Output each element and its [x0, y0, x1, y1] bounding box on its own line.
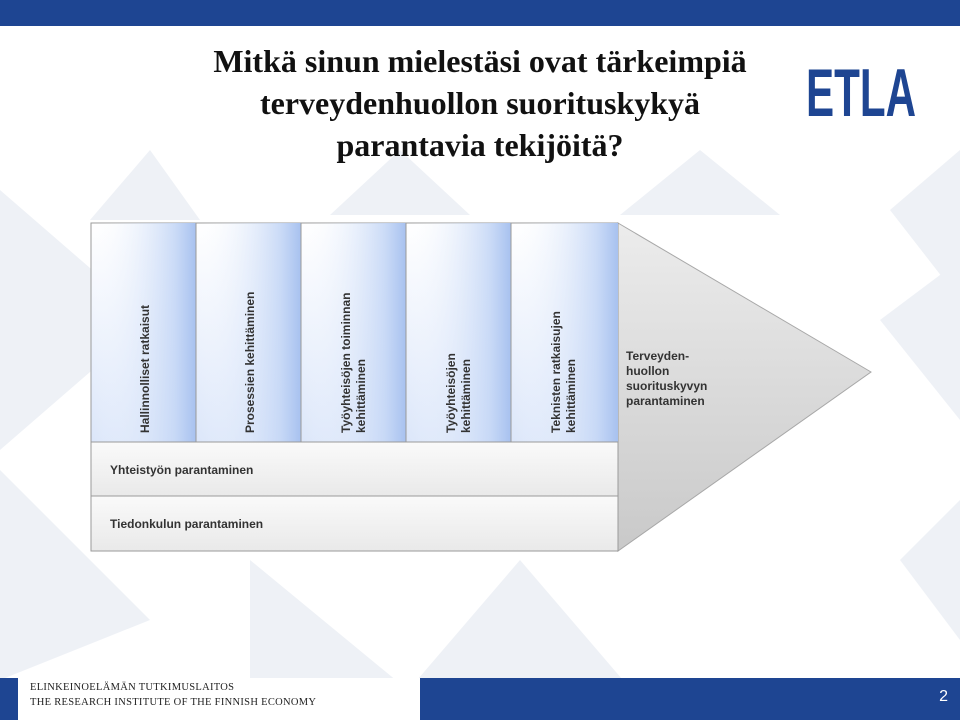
column-2: [196, 223, 301, 442]
title-line-1: Mitkä sinun mielestäsi ovat tärkeimpiä: [213, 43, 747, 79]
footer-left: [0, 678, 420, 720]
row-1: [91, 442, 618, 496]
column-1-line-1: Hallinnolliset ratkaisut: [138, 304, 152, 433]
column-1: [91, 223, 196, 442]
arrow-label-line-3: suorituskyvyn: [626, 379, 708, 393]
arrow-label-line-2: huollon: [626, 364, 670, 378]
svg-text:Työyhteisöjen kehittämin: [444, 350, 473, 433]
row-2-label: Tiedonkulun parantaminen: [110, 517, 264, 531]
column-5-line-1: Teknisten ratkaisujen: [549, 311, 563, 433]
slide-title: [150, 40, 810, 166]
page-number: 2: [939, 688, 948, 705]
footer-right: [420, 678, 960, 720]
column-4: [406, 223, 511, 442]
svg-text:Prosessien kehittäminen: [243, 292, 257, 433]
arrow-label-line-1: Terveyden-: [626, 349, 690, 363]
column-5-line-2: kehittäminen: [564, 358, 578, 433]
column-4-line-1: Työyhteisöjen: [444, 353, 458, 433]
column-5: [511, 223, 618, 442]
row-1-label: Yhteistyön parantaminen: [110, 463, 254, 477]
footer-line-2: THE RESEARCH INSTITUTE OF THE FINNISH ECONOMY: [30, 697, 317, 708]
column-3-line-2: kehittäminen: [354, 358, 368, 433]
svg-text:Hallinnolliset ratkaisut: [138, 305, 152, 433]
footer-stripe: [0, 678, 18, 720]
footer-line-1: ELINKEINOELÄMÄN TUTKIMUSLAITOS: [30, 682, 235, 693]
column-3-line-1: Työyhteisöjen toiminnan: [339, 292, 353, 433]
title-line-3: parantavia tekijöitä?: [336, 127, 624, 163]
column-2-line-1: Prosessien kehittäminen: [243, 291, 257, 433]
logo-text: ETLA: [806, 58, 916, 120]
row-2: [91, 496, 618, 551]
footer-institute: [30, 680, 316, 710]
top-bar: [0, 0, 960, 26]
diagram: [88, 220, 888, 560]
title-line-2: terveydenhuollon suorituskykyä: [259, 85, 701, 121]
arrow-label-line-4: parantaminen: [626, 394, 705, 408]
column-4-line-2: kehittäminen: [459, 358, 473, 433]
column-3: [301, 223, 406, 442]
etla-logo: [805, 58, 917, 120]
